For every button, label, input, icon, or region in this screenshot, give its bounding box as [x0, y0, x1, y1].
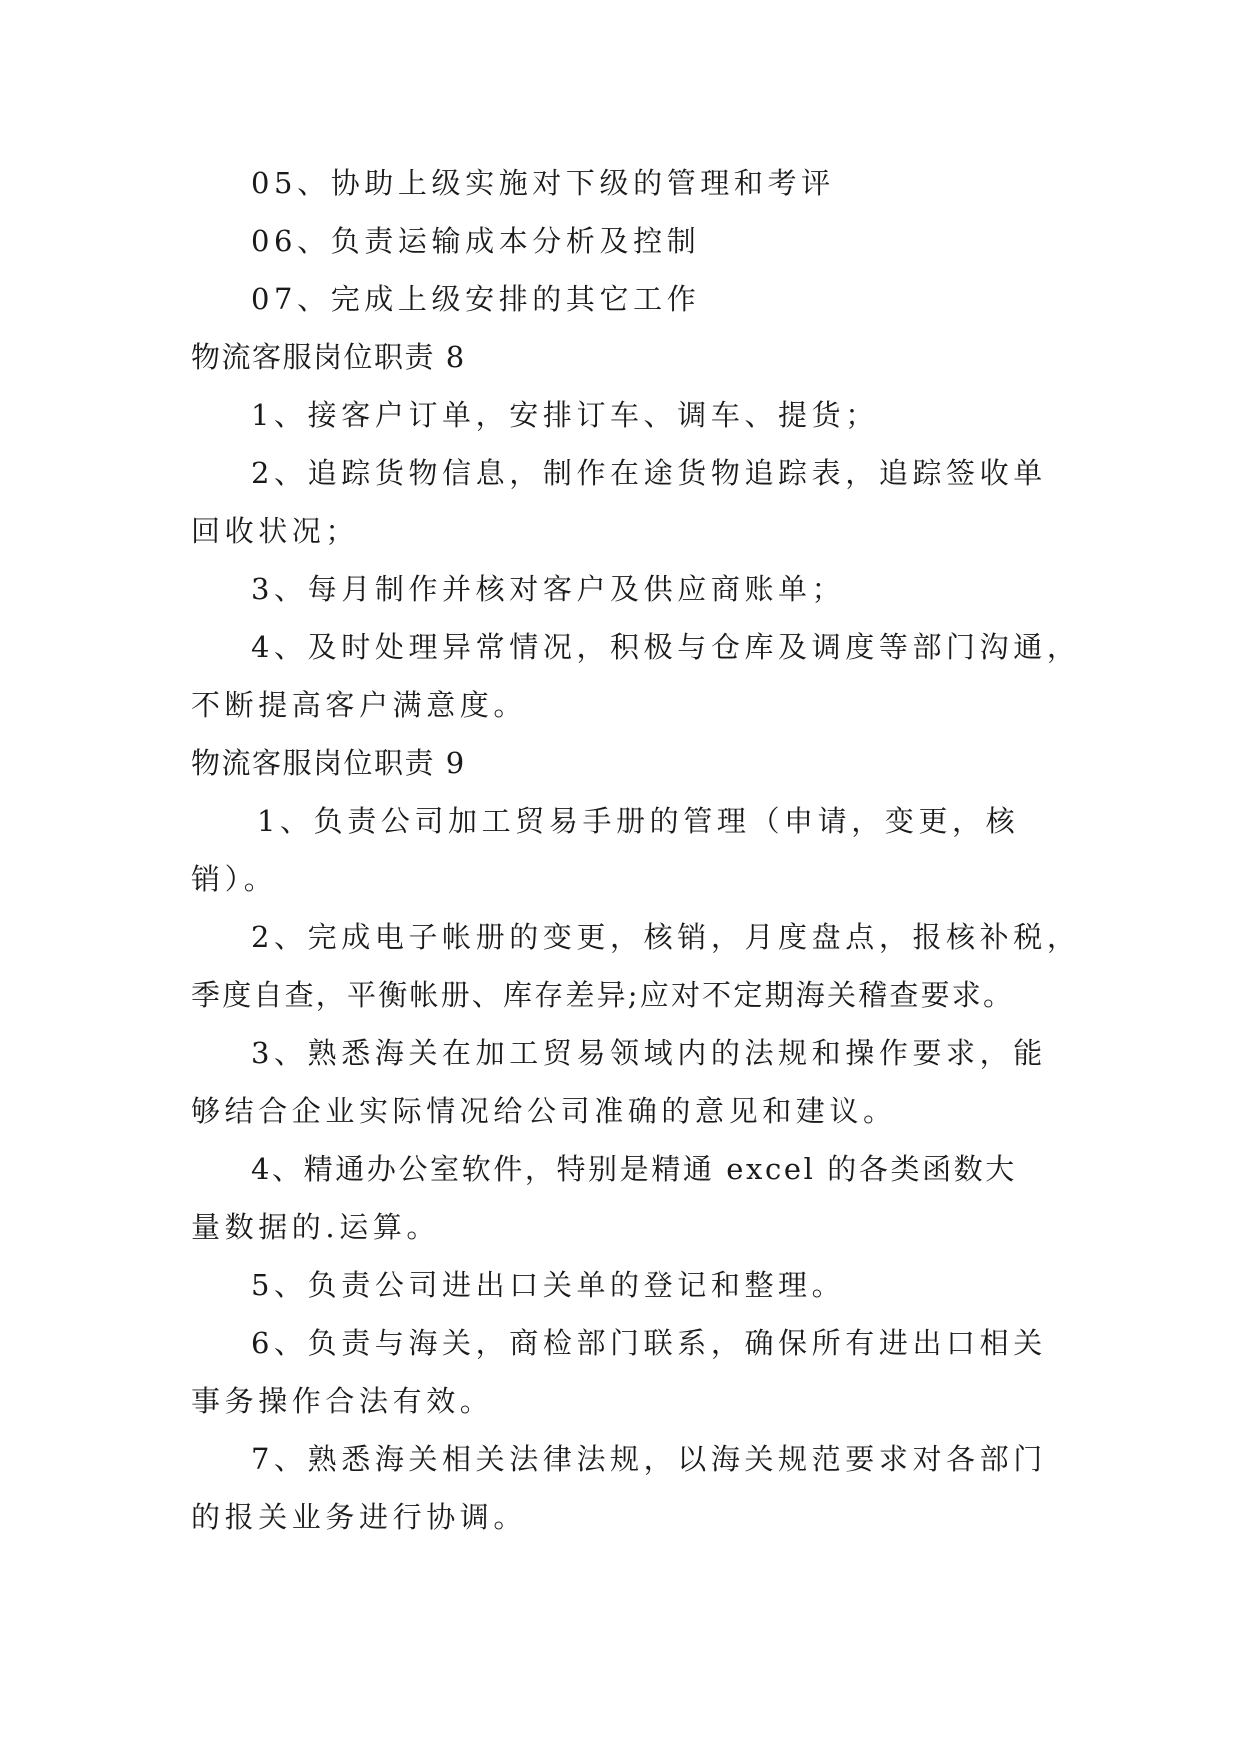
list-item: 4、精通办公室软件，特别是精通 excel 的各类函数大: [251, 1152, 1017, 1186]
list-item-continuation: 不断提高客户满意度。: [191, 688, 528, 722]
list-item-continuation: 季度自查，平衡帐册、库存差异;应对不定期海关稽查要求。: [191, 978, 1015, 1012]
list-item: 2、追踪货物信息，制作在途货物追踪表，追踪签收单: [251, 456, 1047, 490]
list-item-continuation: 事务操作合法有效。: [191, 1384, 494, 1418]
list-item-continuation: 量数据的.运算。: [191, 1210, 441, 1244]
list-item-continuation: 够结合企业实际情况给公司准确的意见和建议。: [191, 1094, 897, 1128]
section-heading: 物流客服岗位职责 8: [191, 340, 466, 374]
list-item: 6、负责与海关，商检部门联系，确保所有进出口相关: [251, 1326, 1047, 1360]
list-item: 5、负责公司进出口关单的登记和整理。: [251, 1268, 846, 1302]
list-item: 4、及时处理异常情况，积极与仓库及调度等部门沟通，: [251, 630, 1081, 664]
list-item: 3、每月制作并核对客户及供应商账单；: [251, 572, 846, 606]
list-item: 3、熟悉海关在加工贸易领域内的法规和操作要求，能: [251, 1036, 1047, 1070]
section-heading: 物流客服岗位职责 9: [191, 746, 466, 780]
list-item: 1、负责公司加工贸易手册的管理（申请，变更，核: [257, 804, 1020, 838]
list-item: 07、完成上级安排的其它工作: [251, 282, 701, 316]
list-item: 7、熟悉海关相关法律法规，以海关规范要求对各部门: [251, 1442, 1047, 1476]
list-item-continuation: 的报关业务进行协调。: [191, 1500, 528, 1534]
list-item-continuation: 销）。: [191, 862, 278, 896]
list-item: 2、完成电子帐册的变更，核销，月度盘点，报核补税，: [251, 920, 1081, 954]
list-item-continuation: 回收状况；: [191, 514, 360, 548]
list-item: 05、协助上级实施对下级的管理和考评: [251, 166, 835, 200]
list-item: 06、负责运输成本分析及控制: [251, 224, 701, 258]
list-item: 1、接客户订单，安排订车、调车、提货；: [251, 398, 879, 432]
